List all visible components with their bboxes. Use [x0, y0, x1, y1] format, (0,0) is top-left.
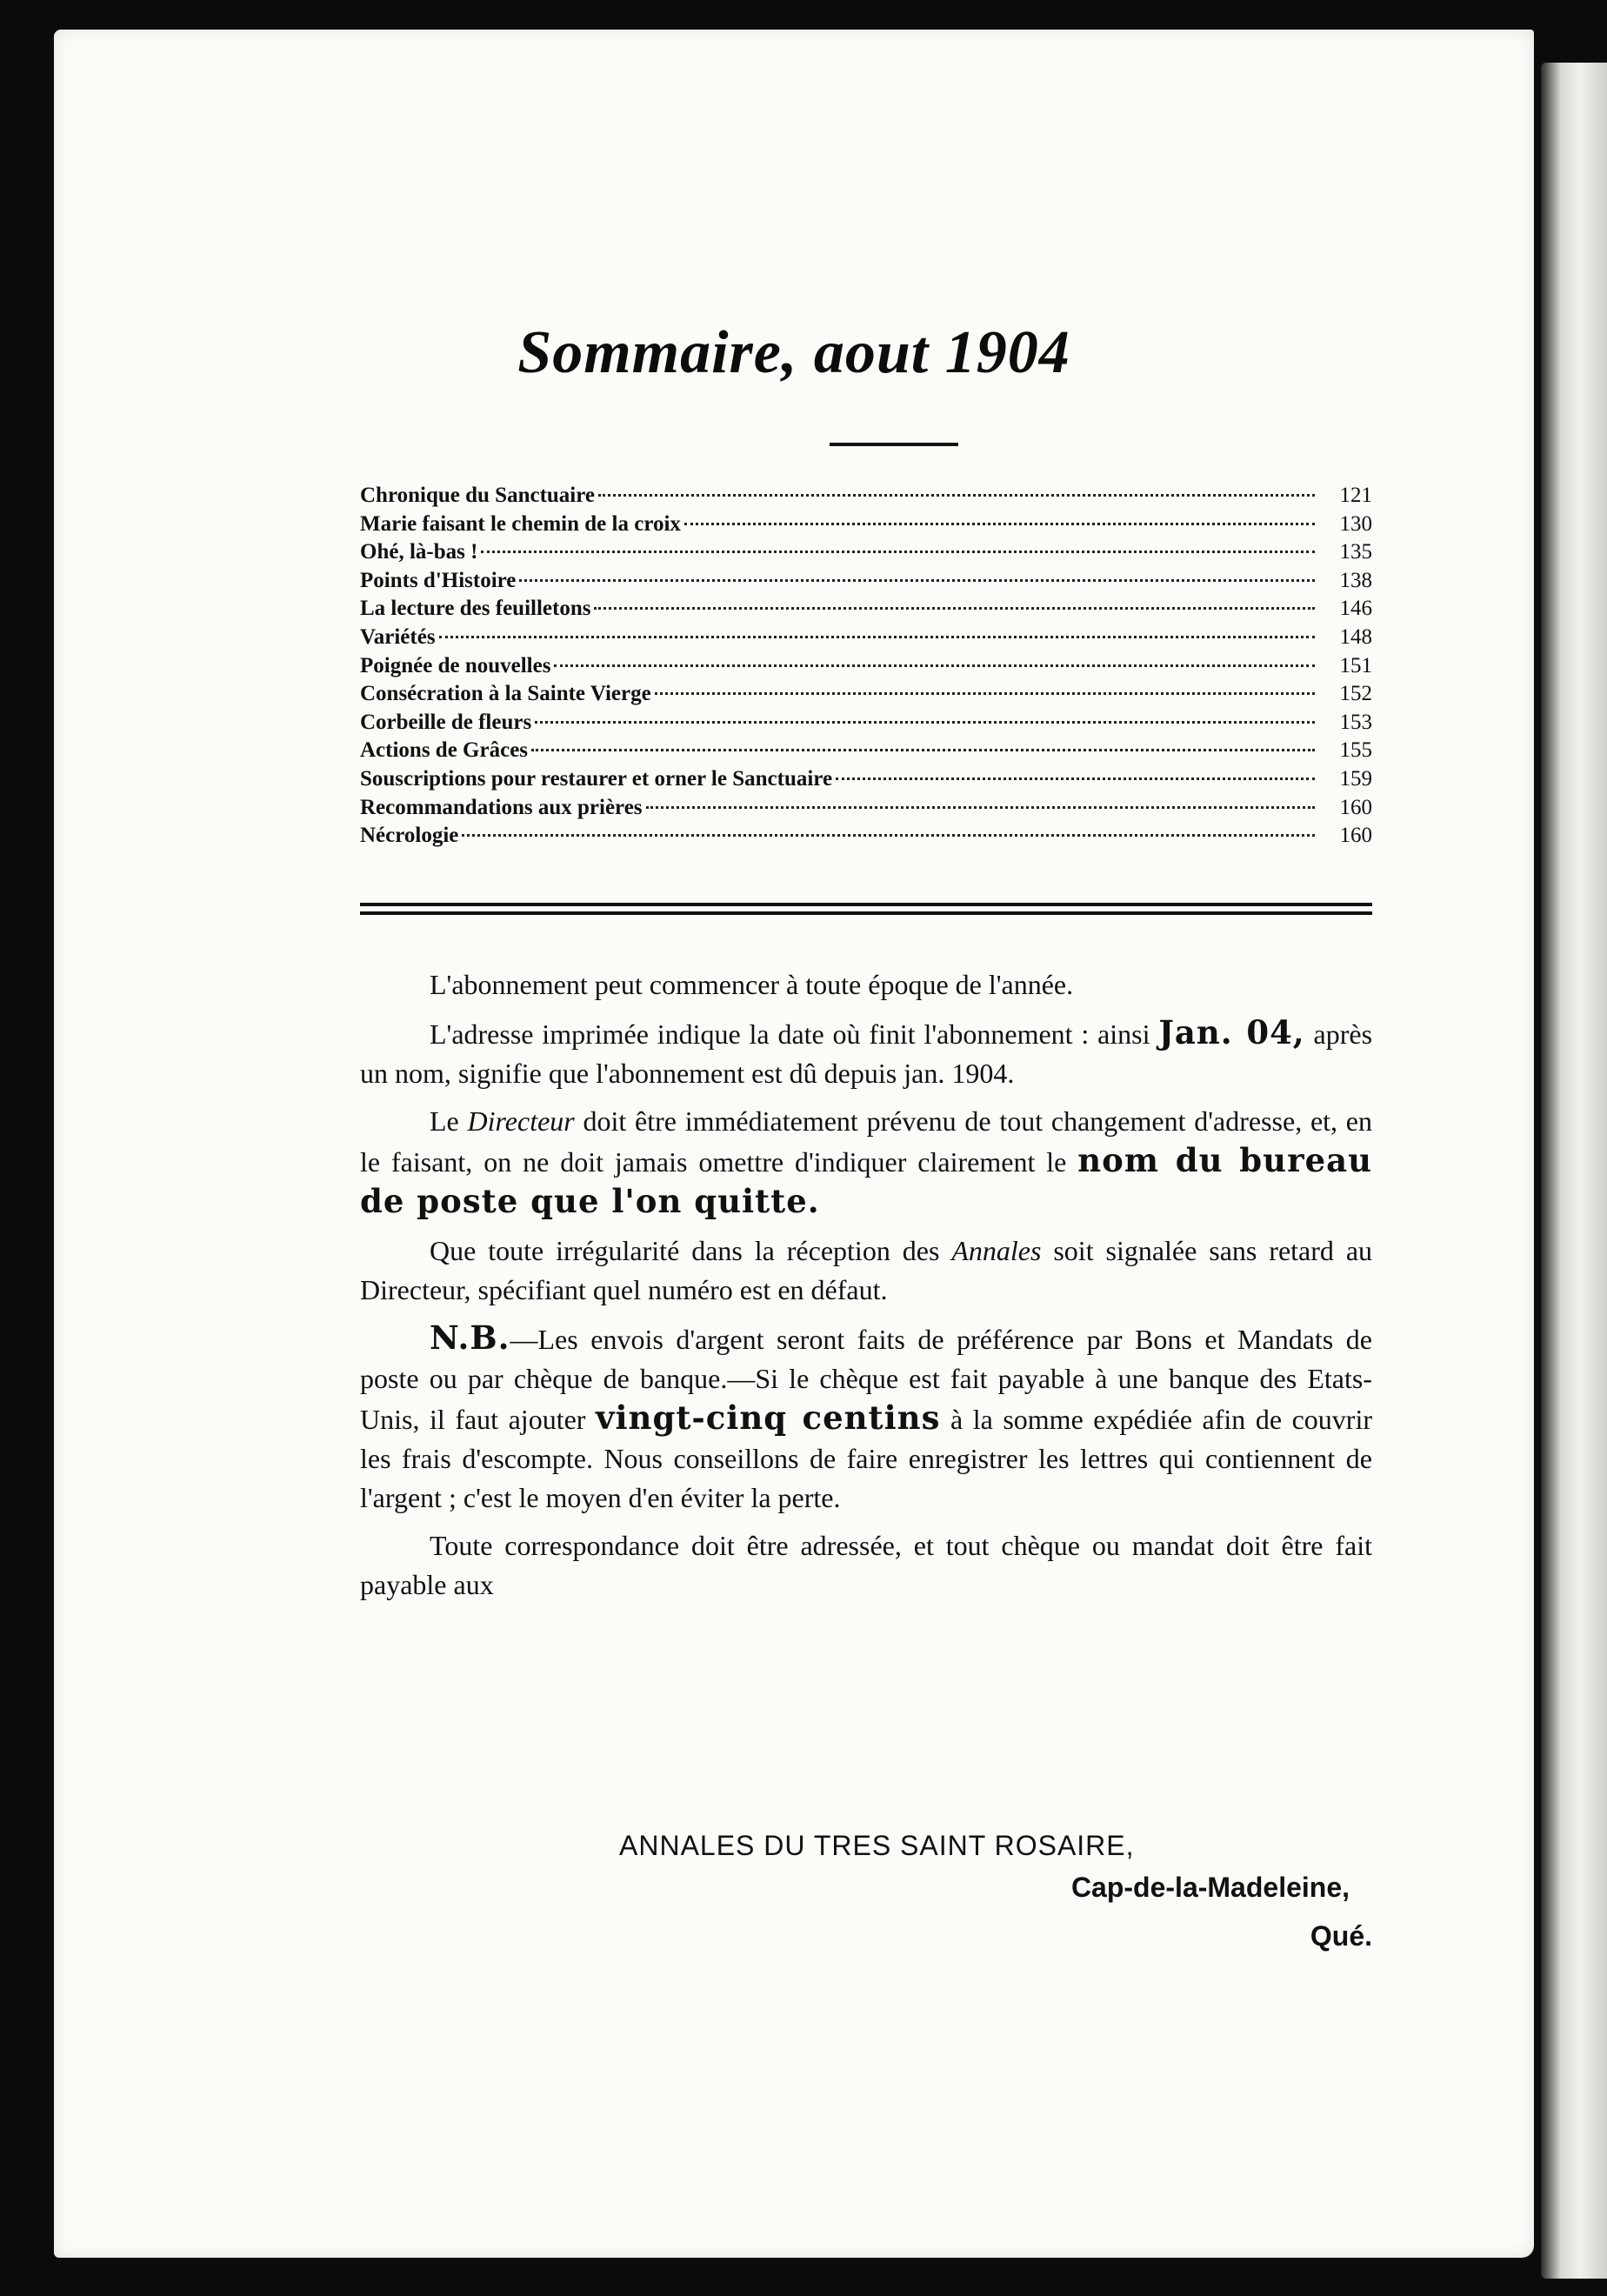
toc-dot-leader: [531, 749, 1315, 751]
toc-page-number: 121: [1339, 484, 1372, 507]
toc-entry-title: Variétés: [360, 624, 436, 649]
toc-dot-leader: [481, 551, 1315, 553]
toc-row: [360, 794, 1372, 823]
toc-page-number: 138: [1339, 568, 1372, 592]
toc-dot-leader: [439, 636, 1315, 638]
toc-entry-title: Marie faisant le chemin de la croix: [360, 511, 681, 536]
toc-dot-leader: [655, 692, 1315, 695]
adjacent-page-edge: [1541, 63, 1607, 2279]
post-office-emphasis: nom du bureau de poste que l'on quitte.: [360, 1141, 1372, 1220]
subscription-notice: [360, 965, 1372, 1613]
signature-town: Cap-de-la-Madeleine,: [1070, 1872, 1350, 1903]
toc-row: [360, 482, 1372, 511]
example-date: Jan. 04,: [1158, 1013, 1305, 1051]
toc-entry-title: La lecture des feuilletons: [360, 597, 591, 621]
toc-row: [360, 680, 1372, 709]
toc-page-number: 160: [1339, 795, 1372, 819]
toc-dot-leader: [684, 523, 1315, 525]
paragraph-change-address: Le Directeur doit être immédiatement prévenu de tout changement d'adresse, et, en le faisant, on ne doit jamais omettre d'indiquer clairement le nom du bureau de poste que l'on quitte.: [360, 1105, 1373, 1220]
document-page: [54, 30, 1534, 2258]
toc-dot-leader: [554, 664, 1315, 667]
toc-page-number: 148: [1339, 624, 1372, 649]
annales-word: Annales: [951, 1235, 1042, 1266]
toc-row: [360, 624, 1372, 652]
toc-entry-title: Nécrologie: [360, 824, 459, 848]
toc-entry-title: Souscriptions pour restaurer et orner le Sanctuaire: [360, 766, 833, 791]
toc-page-number: 151: [1339, 653, 1372, 677]
toc-row: [360, 652, 1372, 681]
toc-row: [360, 822, 1372, 851]
toc-row: [360, 737, 1372, 765]
toc-page-number: 130: [1339, 511, 1372, 536]
toc-row: [360, 709, 1372, 738]
toc-row: [360, 595, 1372, 624]
toc-entry-title: Recommandations aux prières: [360, 795, 643, 819]
paragraph-irregularity: Que toute irrégularité dans la réception des Annales soit signalée sans retard au Directeur, spécifiant quel numéro est en défaut.: [360, 1235, 1373, 1305]
toc-row: [360, 567, 1372, 596]
nb-label: N.B.: [430, 1318, 510, 1357]
table-of-contents: [360, 482, 1372, 851]
toc-dot-leader: [462, 834, 1315, 837]
toc-entry-title: Chronique du Sanctuaire: [360, 484, 595, 507]
page-title: Sommaire, aout 1904: [517, 319, 1070, 386]
section-divider: [360, 903, 1372, 915]
cents-emphasis: vingt-cinq centins: [596, 1398, 941, 1437]
paragraph-nota-bene: N.B.—Les envois d'argent seront faits de préférence par Bons et Mandats de poste ou par chèque de banque.—Si le chèque est fait payable à une banque des Etats-Unis, il faut ajouter vingt-cinq centins à la somme expédiée afin de couvrir les frais d'escompte. Nous conseillons de faire enregistrer les lettres qui contiennent de l'argent ; c'est le moyen d'en éviter la perte.: [360, 1318, 1373, 1513]
toc-entry-title: Ohé, là-bas !: [360, 540, 478, 564]
toc-page-number: 152: [1339, 682, 1372, 706]
paragraph-correspondence: Toute correspondance doit être adressée, et tout chèque ou mandat doit être fait payable aux: [360, 1530, 1372, 1600]
paragraph-subscription-start: L'abonnement peut commencer à toute époque de l'année.: [430, 969, 1074, 1000]
toc-dot-leader: [594, 607, 1315, 610]
toc-entry-title: Actions de Grâces: [360, 738, 529, 763]
directeur-word: Directeur: [467, 1105, 575, 1137]
toc-dot-leader: [519, 579, 1315, 582]
toc-page-number: 135: [1339, 540, 1372, 564]
toc-row: [360, 538, 1372, 567]
toc-page-number: 159: [1339, 766, 1372, 791]
toc-dot-leader: [535, 721, 1315, 724]
toc-dot-leader: [836, 778, 1315, 780]
toc-dot-leader: [646, 806, 1315, 809]
toc-entry-title: Consécration à la Sainte Vierge: [360, 682, 651, 706]
toc-row: [360, 765, 1372, 794]
toc-dot-leader: [598, 494, 1315, 497]
toc-page-number: 153: [1339, 710, 1372, 734]
toc-row: [360, 511, 1372, 539]
title-rule: [830, 443, 958, 446]
toc-page-number: 146: [1339, 597, 1372, 621]
signature-publisher: ANNALES DU TRES SAINT ROSAIRE,: [619, 1830, 1135, 1861]
toc-entry-title: Corbeille de fleurs: [360, 710, 532, 734]
toc-page-number: 155: [1339, 738, 1372, 763]
signature-province: Qué.: [1310, 1920, 1372, 1952]
toc-page-number: 160: [1339, 824, 1372, 848]
toc-entry-title: Poignée de nouvelles: [360, 653, 551, 677]
toc-entry-title: Points d'Histoire: [360, 568, 517, 592]
paragraph-address-label: L'adresse imprimée indique la date où finit l'abonnement : ainsi Jan. 04, après un nom, signifie que l'abonnement est dû depuis jan. 1904.: [360, 1013, 1373, 1089]
